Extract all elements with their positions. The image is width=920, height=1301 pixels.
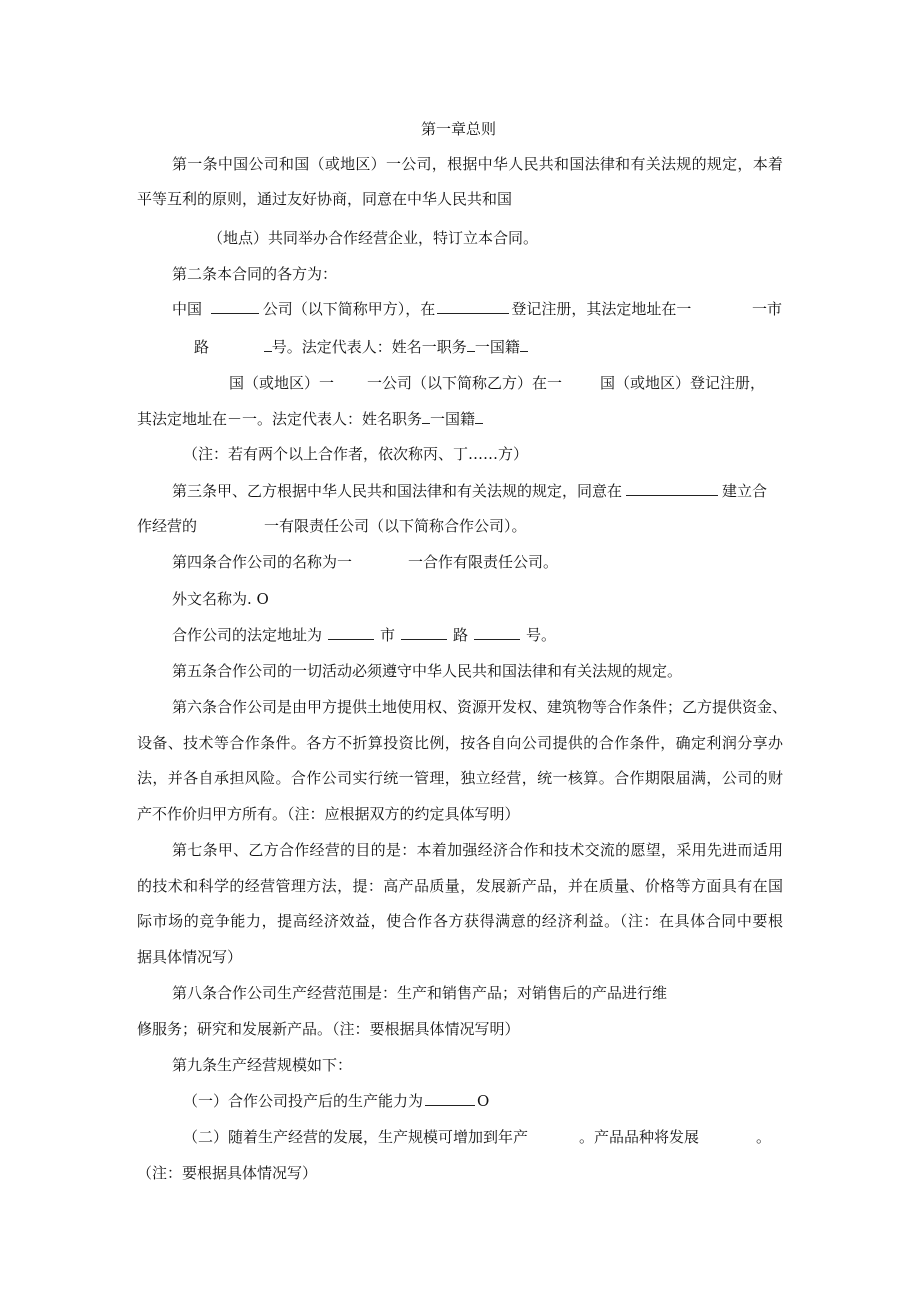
party-a-representative: 号。法定代表人：姓名一职务 (271, 338, 467, 356)
blank-field (328, 625, 374, 640)
party-a-city: 一市 (752, 300, 783, 318)
article-4-text-1: 第四条合作公司的名称为一 (172, 553, 353, 571)
article-6-line-4: 产不作价归甲方所有。（注：应根据双方的约定具体写明） (137, 805, 520, 823)
article-7-line-3: 际市场的竞争能力，提高经济效益，使合作各方获得满意的经济利益。（注：在具体合同中要根 (137, 912, 783, 930)
blank-field (467, 337, 475, 352)
article-9-item-1-end: O (477, 1092, 490, 1110)
article-6-line-2: 设备、技术等合作条件。各方不折算投资比例，按各自向公司提供的合作条件，确定利润分享办 (137, 734, 783, 752)
party-a-road: 路 (194, 338, 210, 356)
chapter-title: 第一章总则 (421, 120, 497, 138)
article-7-line-4: 据具体情况写） (137, 948, 243, 966)
party-b-address: 其法定地址在－一。法定代表人：姓名职务 (137, 410, 423, 428)
article-3-text-4: 一有限责任公司（以下简称合作公司）。 (264, 517, 527, 535)
blank-field (437, 299, 509, 314)
legal-address-road: 路 (453, 626, 469, 644)
article-8-line-2: 修服务；研究和发展新产品。（注：要根据具体情况写明） (137, 1020, 520, 1038)
article-9: 第九条生产经营规模如下： (172, 1056, 353, 1074)
article-9-item-2-text-3: 。 (756, 1128, 772, 1146)
blank-field (211, 299, 259, 314)
legal-address-city: 市 (380, 626, 396, 644)
party-a-line-2 (194, 337, 528, 357)
note-parties: （注：若有两个以上合作者，依次称丙、丁……方） (183, 445, 529, 463)
blank-field (626, 481, 718, 496)
article-6-line-1: 第六条合作公司是由甲方提供土地使用权、资源开发权、建筑物等合作条件；乙方提供资金、 (172, 698, 788, 716)
note-last: （注：要根据具体情况写） (137, 1164, 318, 1182)
foreign-name: 外文名称为. O (172, 590, 269, 608)
article-7-line-2: 的技术和科学的经营管理方法，提：高产品质量，发展新产品，并在质量、价格等方面具有在国 (137, 877, 783, 895)
article-3-text-2: 建立合 (722, 482, 768, 500)
party-b-text-3: 国（或地区）登记注册， (600, 374, 766, 392)
blank-field (425, 1091, 475, 1106)
article-9-item-2-text-1: （二）随着生产经营的发展，生产规模可增加到年产 (183, 1128, 529, 1146)
article-9-item-1 (183, 1091, 489, 1111)
article-9-item-1-text: （一）合作公司投产后的生产能力为 (183, 1092, 424, 1110)
article-3-text-3: 作经营的 (137, 517, 198, 535)
party-a-line-1 (172, 299, 691, 319)
blank-field (224, 338, 260, 352)
party-a-text-2: 公司（以下简称甲方），在 (262, 300, 436, 318)
blank-field (401, 625, 447, 640)
blank-field (520, 337, 528, 352)
article-4-text-2: 一合作有限责任公司。 (408, 553, 559, 571)
article-3-line-1 (172, 481, 767, 501)
article-1-line-1: 第一条中国公司和国（或地区）一公司，根据中华人民共和国法律和有关法规的规定，本着 (172, 155, 783, 173)
article-1-line-3: （地点）共同举办合作经营企业，特订立本合同。 (208, 229, 539, 247)
party-b-nationality: 一国籍 (430, 410, 476, 428)
legal-address-number: 号。 (526, 626, 557, 644)
article-5: 第五条合作公司的一切活动必须遵守中华人民共和国法律和有关法规的规定。 (172, 662, 683, 680)
article-2: 第二条本合同的各方为： (172, 265, 338, 283)
party-a-text-1: 中国 (172, 300, 203, 318)
legal-address-text-1: 合作公司的法定地址为 (172, 626, 323, 644)
article-7-line-1: 第七条甲、乙方合作经营的目的是：本着加强经济合作和技术交流的愿望，采用先进而适用 (172, 841, 783, 859)
party-b-text-2: 一公司（以下简称乙方）在一 (367, 374, 563, 392)
blank-field (422, 409, 430, 424)
legal-address (172, 625, 556, 645)
article-9-item-2-text-2: 。产品品种将发展 (579, 1128, 700, 1146)
article-1-line-2: 平等互利的原则，通过友好协商，同意在中华人民共和国 (137, 190, 513, 208)
article-6-line-3: 法，并各自承担风险。合作公司实行统一管理，独立经营，统一核算。合作期限届满，公司的财 (137, 769, 783, 787)
party-a-nationality: 一国籍 (474, 338, 520, 356)
blank-field (474, 625, 520, 640)
article-8-line-1: 第八条合作公司生产经营范围是：生产和销售产品；对销售后的产品进行维 (172, 984, 668, 1002)
party-b-text-1: 国（或地区）一 (229, 374, 335, 392)
party-a-text-3: 登记注册，其法定地址在一 (511, 300, 692, 318)
party-b-line-2 (137, 409, 483, 429)
blank-field (264, 337, 272, 352)
article-3-text-1: 第三条甲、乙方根据中华人民共和国法律和有关法规的规定，同意在 (172, 482, 623, 500)
blank-field (475, 409, 483, 424)
